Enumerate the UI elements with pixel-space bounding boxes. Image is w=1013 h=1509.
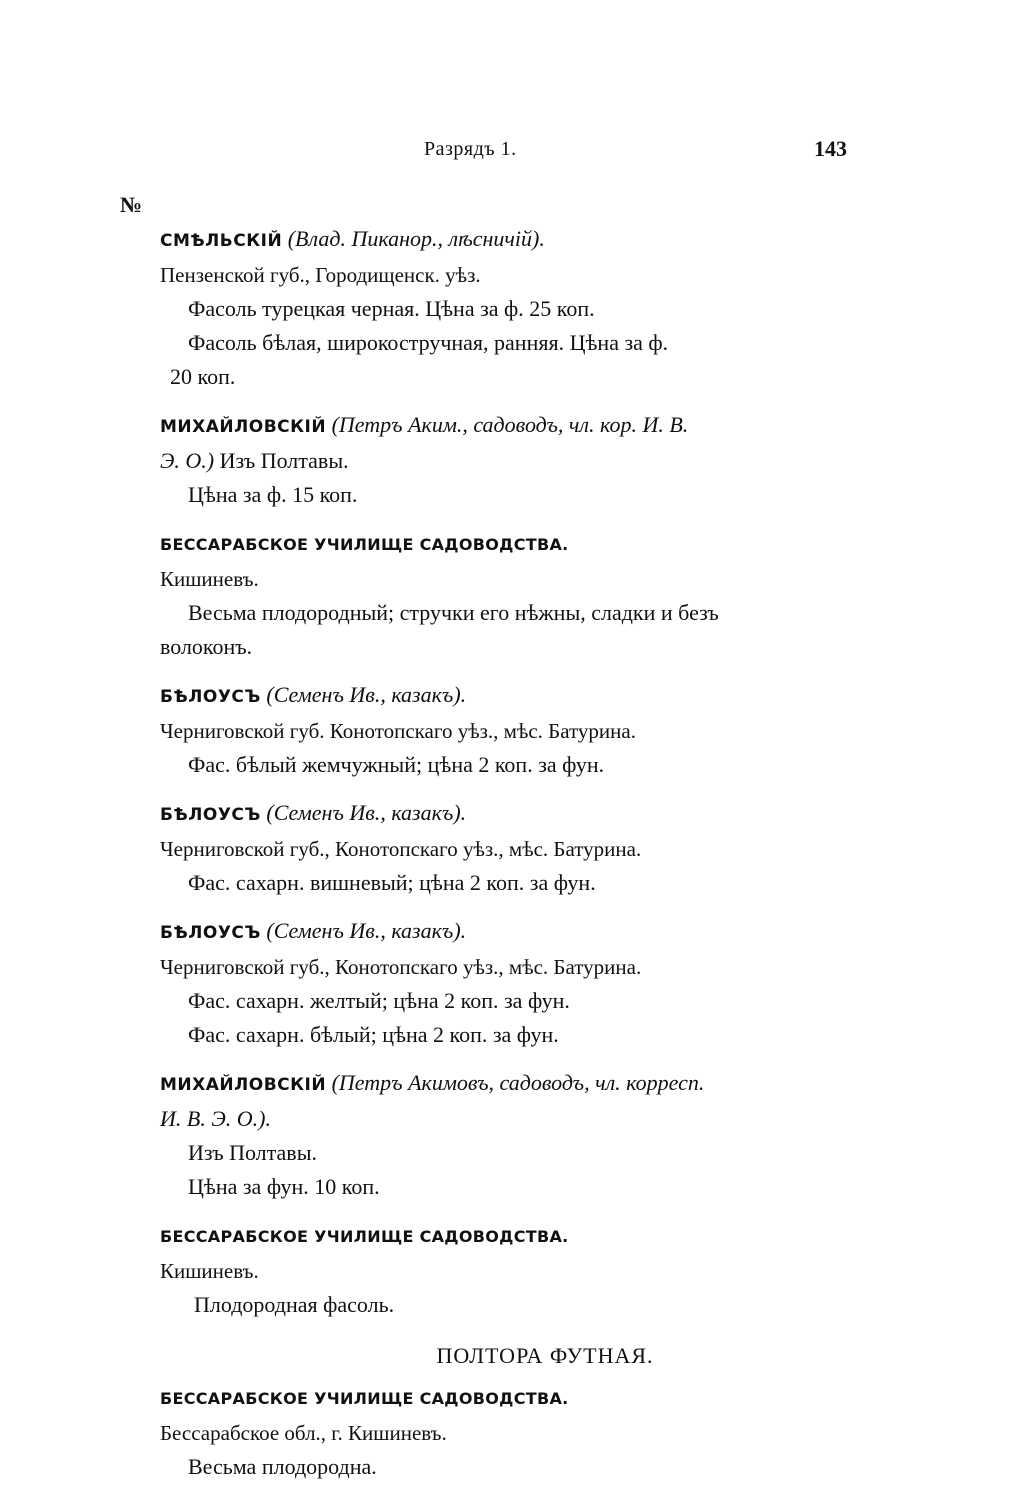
entry-line: Фасоль турецкая черная. Цѣна за ф. 25 коп. <box>188 296 595 321</box>
entry-name: МИХАЙЛОВСКІЙ <box>160 417 327 437</box>
entry-location: Кишиневъ. <box>160 1259 259 1283</box>
section-title: ПОЛТОРА ФУТНАЯ. <box>436 1343 654 1368</box>
entry-name: БѢЛОУСЪ <box>160 687 261 707</box>
catalog-entry <box>160 1066 850 1204</box>
entry-line: Фас. сахарн. вишневый; цѣна 2 коп. за фун. <box>188 870 596 895</box>
entry-description: (Петръ Акимовъ, садоводъ, чл. корресп. <box>331 1070 705 1095</box>
entry-line: Фасоль бѣлая, широкостручная, ранняя. Цѣна за ф. <box>188 330 669 355</box>
catalog-entry <box>160 914 850 1052</box>
entry-name: БѢЛОУСЪ <box>160 923 261 943</box>
entry-description: (Петръ Аким., садоводъ, чл. кор. И. В. <box>331 412 689 437</box>
catalog-entry <box>160 1380 850 1484</box>
entry-line: Фас. сахарн. бѣлый; цѣна 2 коп. за фун. <box>188 1022 559 1047</box>
entry-description: (Семенъ Ив., казакъ). <box>266 800 467 825</box>
entry-name: БЕССАРАБСКОЕ УЧИЛИЩЕ САДОВОДСТВА. <box>160 1227 569 1246</box>
entry-name: СМѢЛЬСКІЙ <box>160 231 283 251</box>
entry-description-cont: И. В. Э. О.). <box>160 1106 271 1131</box>
catalog-entry <box>160 678 850 782</box>
entry-location: Бессарабское обл., г. Кишиневъ. <box>160 1421 447 1445</box>
entry-line: Весьма плодородна. <box>188 1454 377 1479</box>
entry-description: (Семенъ Ив., казакъ). <box>266 918 467 943</box>
catalog-entry <box>160 796 850 900</box>
entry-name: БЕССАРАБСКОЕ УЧИЛИЩЕ САДОВОДСТВА. <box>160 1389 569 1408</box>
entry-description: (Семенъ Ив., казакъ). <box>266 682 467 707</box>
entry-location: Черниговской губ. Конотопскаго уѣз., мѣс. Батурина. <box>160 719 636 743</box>
entry-line: Весьма плодородный; стручки его нѣжны, сладки и безъ <box>188 600 719 625</box>
entry-line: Фас. сахарн. желтый; цѣна 2 коп. за фун. <box>188 988 570 1013</box>
entry-description-cont: Э. О.) <box>160 448 215 473</box>
entry-line: Фас. бѣлый жемчужный; цѣна 2 коп. за фун. <box>188 752 605 777</box>
running-header: Разрядъ 1. <box>424 138 517 160</box>
number-sign: № <box>120 192 143 217</box>
entry-line: Изъ Полтавы. <box>188 1140 317 1165</box>
catalog-content <box>160 222 850 1498</box>
entry-line: Цѣна за ф. 15 коп. <box>188 482 358 507</box>
entry-line: Цѣна за фун. 10 коп. <box>188 1174 380 1199</box>
entry-line: Плодородная фасоль. <box>194 1292 395 1317</box>
page-number: 143 <box>814 136 847 161</box>
catalog-entry <box>160 222 850 394</box>
entry-line: 20 коп. <box>170 364 236 389</box>
entry-name: БѢЛОУСЪ <box>160 805 261 825</box>
entry-location: Изъ Полтавы. <box>219 448 349 473</box>
entry-line: волоконъ. <box>160 634 253 659</box>
entry-description: (Влад. Пиканор., лѣсничій). <box>287 226 545 251</box>
entry-name: БЕССАРАБСКОЕ УЧИЛИЩЕ САДОВОДСТВА. <box>160 535 569 554</box>
entry-location: Пензенской губ., Городищенск. уѣз. <box>160 263 481 287</box>
entry-location: Черниговской губ., Конотопскаго уѣз., мѣс. Батурина. <box>160 837 642 861</box>
entry-location: Черниговской губ., Конотопскаго уѣз., мѣс. Батурина. <box>160 955 642 979</box>
catalog-entry <box>160 1218 850 1322</box>
entry-name: МИХАЙЛОВСКІЙ <box>160 1075 327 1095</box>
catalog-entry <box>160 408 850 512</box>
catalog-entry <box>160 526 850 664</box>
entry-location: Кишиневъ. <box>160 567 259 591</box>
